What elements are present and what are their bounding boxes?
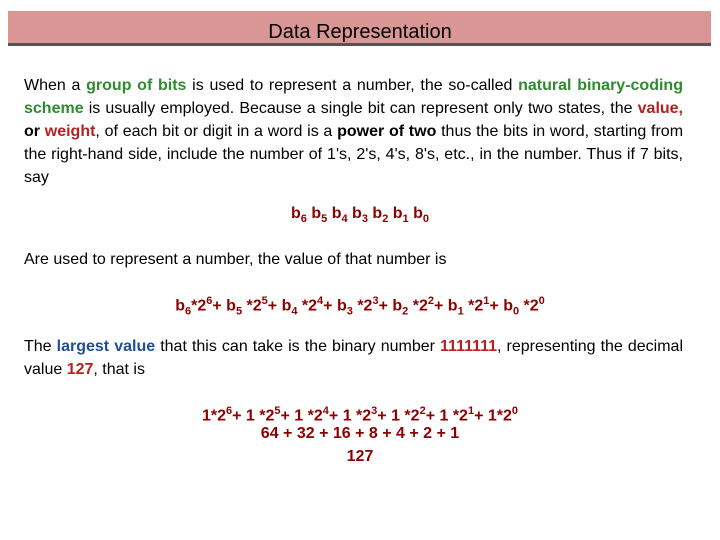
paragraph-intro <box>24 74 683 189</box>
slide-title: Data Representation <box>268 21 452 43</box>
text: , representing the decimal value <box>24 338 684 378</box>
highlight-127: 127 <box>66 361 94 378</box>
text: The <box>24 338 57 355</box>
text: , of each bit or digit in a word is a <box>95 123 338 140</box>
highlight-value: value, <box>637 100 683 117</box>
paragraph-value: Are used to represent a number, the value of that number is <box>24 251 447 268</box>
highlight-power-of-two: power of two <box>337 123 437 140</box>
value-expression: $b_6*2^6+ b_5$ $*2^5+ b_4$ $*2^4+ b_3$ $*2^3+ b_2$ $*2^2+ b_1$ $*2^1+ b_0$ $*2^0$ <box>175 295 545 318</box>
text: is usually employed. Because a single bit can represent only two states, the <box>83 100 638 117</box>
text: or <box>24 123 45 140</box>
highlight-largest-value: largest value <box>56 338 156 355</box>
bits-line: $b_6$ $b_5$ $b_4$ $b_3$ $b_2$ $b_1$ $b_0$ <box>290 205 430 226</box>
highlight-weight: weight <box>44 123 96 140</box>
expansion-line-3: 127 <box>346 448 374 465</box>
paragraph-largest-value <box>24 335 683 381</box>
text: When a <box>24 77 87 94</box>
text: , that is <box>93 361 145 378</box>
expansion-line-2: 64 + 32 + 16 + 8 + 4 + 2 + 1 <box>260 425 460 442</box>
text: that this can take is the binary number <box>155 338 441 355</box>
highlight-group-of-bits: group of bits <box>86 77 187 94</box>
highlight-binary-1111111: 1111111 <box>440 338 498 355</box>
text: is used to represent a number, the so-called <box>186 77 519 94</box>
expansion-line-1: $1*2^6+ 1$ $*2^5+ 1$ $*2^4+ 1$ $*2^3+ 1$ $*2^2+ 1$ $*2^1+ 1*2^0$ <box>201 405 519 425</box>
text: thus the bits in word, starting from the right-hand side, include the number of 1's, 2's, 4's, 8's, etc., in the number. Thus if 7 bits, say <box>24 123 684 186</box>
highlight-natural-binary-coding: natural binary-coding scheme <box>24 77 683 117</box>
